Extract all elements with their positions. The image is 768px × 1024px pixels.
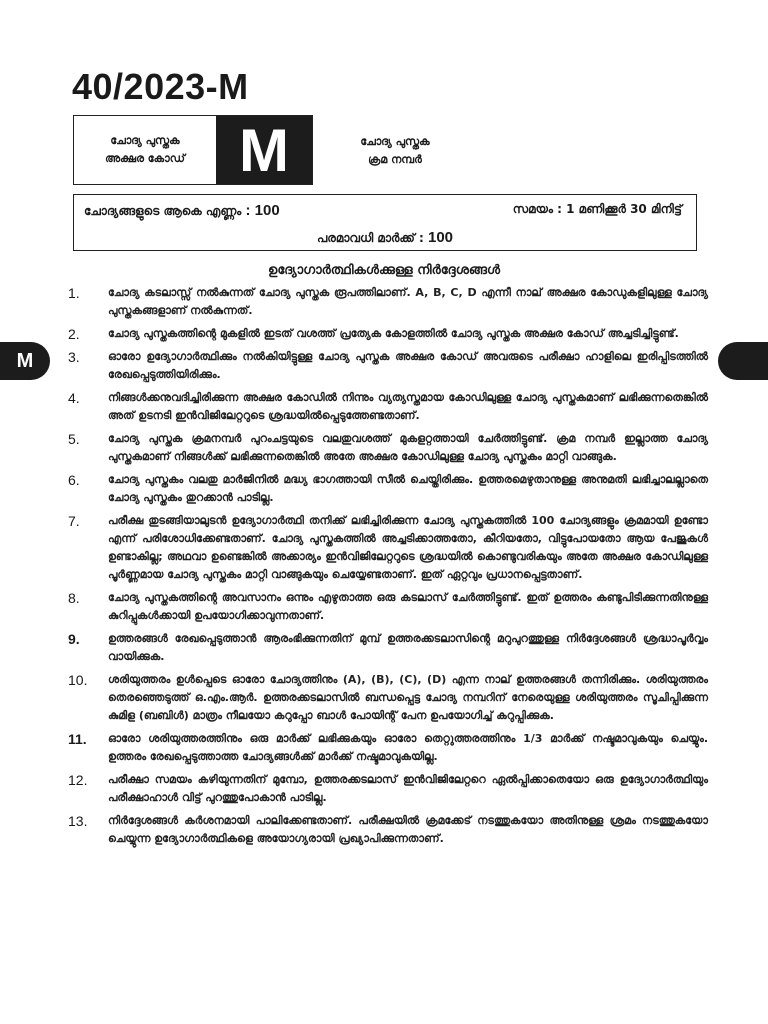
item-text: നിങ്ങൾക്കനുവദിച്ചിരിക്കുന്ന അക്ഷര കോഡിൽ നിന്നും വ്യത്യസ്തമായ കോഡിലുള്ള ചോദ്യ പുസ്തകമാണ് ലഭിക്കുന്നതെങ്കിൽ അത് ഉടനടി ഇൻവിജിലേറ്ററുടെ ശ്രദ്ധയിൽപ്പെടുത്തേണ്ടതാണ്. [108,391,708,422]
instruction-item [68,430,708,466]
questions-label: ചോദ്യങ്ങളുടെ ആകെ എണ്ണം [84,204,242,218]
item-text: ചോദ്യ പുസ്തകത്തിന്റെ അവസാനം ഒന്നും എഴുതാത്ത ഒരു കടലാസ് ചേർത്തിട്ടുണ്ട്. ഇത് ഉത്തരം കണ്ടുപിടിക്കുന്നതിനുള്ള കുറിപ്പുകൾക്കായി ഉപയോഗിക്കാവുന്നതാണ്. [108,591,708,622]
booklet-code-box [73,115,313,185]
item-text: പരീക്ഷാ സമയം കഴിയുന്നതിന് മുമ്പോ, ഉത്തരക്കടലാസ് ഇൻവിജിലേറ്ററെ ഏൽപ്പിക്കാതെയോ ഒരു ഉദ്യോഗാർത്ഥിയും പരീക്ഷാഹാൾ വിട്ട് പുറത്തുപോകാൻ പാടില്ല. [108,773,708,804]
max-marks [74,229,696,246]
item-number: 3. [68,349,80,365]
questions-value: : 100 [245,202,280,219]
instruction-item [68,630,708,666]
time-label: സമയം : [512,202,562,216]
item-text: ഉത്തരങ്ങൾ രേഖപ്പെടുത്താൻ ആരംഭിക്കുന്നതിന് മുമ്പ് ഉത്തരക്കടലാസിന്റെ മറുപുറത്തുള്ള നിർദ്ദേശങ്ങൾ ശ്രദ്ധാപൂർവ്വം വായിക്കുക. [108,632,708,663]
side-tab-right [718,342,768,380]
paper-code: 40/2023-M [72,66,249,107]
exam-info-row [84,202,682,219]
duration [513,202,682,219]
time-value: 1 മണിക്കൂർ 30 മിനിട്ട് [566,202,682,216]
item-number: 9. [68,631,80,647]
instruction-item [68,730,708,766]
exam-info-box [73,194,697,251]
questions-count [84,202,280,219]
instruction-item [68,325,708,343]
item-number: 11. [68,731,87,747]
item-number: 8. [68,590,80,606]
instructions-heading: ഉദ്യോഗാർത്ഥികൾക്കുള്ള നിർദ്ദേശങ്ങൾ [267,263,501,278]
instruction-item [68,284,708,320]
instruction-item [68,471,708,507]
item-number: 2. [68,326,80,342]
instructions-list [68,284,708,853]
item-text: ചോദ്യ കടലാസ്സ് നൽകുന്നത് ചോദ്യ പുസ്തക രൂപത്തിലാണ്. A, B, C, D എന്നീ നാല് അക്ഷര കോഡുകളിലുള്ള ചോദ്യ പുസ്തകങ്ങളാണ് നൽകുന്നത്. [108,286,708,317]
item-number: 4. [68,390,80,406]
item-text: ചോദ്യ പുസ്തക ക്രമനമ്പർ പുറംചട്ടയുടെ വലതുവശത്ത് മുകളറ്റത്തായി ചേർത്തിട്ടുണ്ട്. ക്രമ നമ്പർ ഇല്ലാത്ത ചോദ്യ പുസ്തകമാണ് നിങ്ങൾക്ക് ലഭിക്കുന്നതെങ്കിൽ അതേ അക്ഷര കോഡിലുള്ള ചോദ്യ പുസ്തകം മാറ്റി വാങ്ങുക. [108,432,708,463]
item-text: ചോദ്യ പുസ്തകത്തിന്റെ മുകളിൽ ഇടത് വശത്ത് പ്രത്യേക കോളത്തിൽ ചോദ്യ പുസ്തക അക്ഷര കോഡ് അച്ചടിച്ചിട്ടുണ്ട്. [108,327,679,340]
instruction-item [68,348,708,384]
booklet-code-label: ചോദ്യ പുസ്തക അക്ഷര കോഡ് [105,134,185,165]
instruction-item [68,389,708,425]
item-text: ഓരോ ഉദ്യോഗാർത്ഥിക്കും നൽകിയിട്ടുള്ള ചോദ്യ പുസ്തക അക്ഷര കോഡ് അവരുടെ പരീക്ഷാ ഹാളിലെ ഇരിപ്പിടത്തിൽ രേഖപ്പെടുത്തിയിരിക്കും. [108,350,708,381]
marks-label: പരമാവധി മാർക്ക് : [316,231,424,245]
booklet-code-letter: M [216,116,312,184]
instruction-item [68,512,708,584]
item-number: 7. [68,513,80,529]
marks-value: 100 [427,229,454,246]
instruction-item [68,671,708,725]
item-number: 6. [68,472,80,488]
instruction-item [68,771,708,807]
item-number: 12. [68,772,88,788]
item-text: നിർദ്ദേശങ്ങൾ കർശനമായി പാലിക്കേണ്ടതാണ്. പരീക്ഷയിൽ ക്രമക്കേട് നടത്തുകയോ അതിനുള്ള ശ്രമം നടത്തുകയോ ചെയ്യുന്ന ഉദ്യോഗാർത്ഥികളെ അയോഗ്യരായി പ്രഖ്യാപിക്കുന്നതാണ്. [108,814,708,845]
item-text: ശരിയുത്തരം ഉൾപ്പെടെ ഓരോ ചോദ്യത്തിനും (A), (B), (C), (D) എന്ന നാല് ഉത്തരങ്ങൾ തന്നിരിക്കും. ശരിയുത്തരം തെരഞ്ഞെടുത്ത് ഒ.എം.ആർ. ഉത്തരക്കടലാസിൽ ബന്ധപ്പെട്ട ചോദ്യ നമ്പറിന് നേരെയുള്ള ശരിയുത്തരം സൂചിപ്പിക്കുന്ന കുമിള (ബബിൾ) മാത്രം നീലയോ കറുപ്പോ ബാൾ പോയിന്റ് പേന ഉപയോഗിച്ച് കറുപ്പിക്കുക. [108,673,708,722]
instruction-item [68,812,708,848]
item-number: 10. [68,672,88,688]
item-text: ഓരോ ശരിയുത്തരത്തിനും ഒരു മാർക്ക് ലഭിക്കുകയും ഓരോ തെറ്റുത്തരത്തിനും 1/3 മാർക്ക് നഷ്ടമാവുകയും ചെയ്യും. ഉത്തരം രേഖപ്പെടുത്താത്ത ചോദ്യങ്ങൾക്ക് മാർക്ക് നഷ്ടമാവുകയില്ല. [108,732,708,763]
item-number: 13. [68,813,88,829]
item-text: ചോദ്യ പുസ്തകം വലതു മാർജിനിൽ മദ്ധ്യ ഭാഗത്തായി സീൽ ചെയ്തിരിക്കും. ഉത്തരമെഴുതാനുള്ള അനുമതി ലഭിച്ചാലല്ലാതെ ചോദ്യ പുസ്തകം തുറക്കാൻ പാടില്ല. [108,473,708,504]
serial-number-label: ചോദ്യ പുസ്തക ക്രമ നമ്പർ [360,135,430,166]
instruction-item [68,589,708,625]
item-number: 1. [68,285,80,301]
side-tab-left: M [0,342,50,380]
item-number: 5. [68,431,80,447]
item-text: പരീക്ഷ തുടങ്ങിയാലുടൻ ഉദ്യോഗാർത്ഥി തനിക്ക് ലഭിച്ചിരിക്കുന്ന ചോദ്യ പുസ്തകത്തിൽ 100 ചോദ്യങ്ങളും ക്രമമായി ഉണ്ടോ എന്ന് പരിശോധിക്കേണ്ടതാണ്. ചോദ്യ പുസ്തകത്തിൽ അച്ചടിക്കാത്തതോ, കീറിയതോ, വിട്ടുപോയതോ ആയ പേജുകൾ ഉണ്ടാകില്ല; അഥവാ ഉണ്ടെങ്കിൽ അക്കാര്യം ഇൻവിജിലേറ്ററുടെ ശ്രദ്ധയിൽ കൊണ്ടുവരികയും അതേ അക്ഷര കോഡിലുള്ള പൂർണ്ണമായ ചോദ്യ പുസ്തകം മാറ്റി വാങ്ങുകയും ചെയ്യേണ്ടതാണ്. ഇത് ഏറ്റവും പ്രധാനപ്പെട്ടതാണ്. [108,514,708,581]
